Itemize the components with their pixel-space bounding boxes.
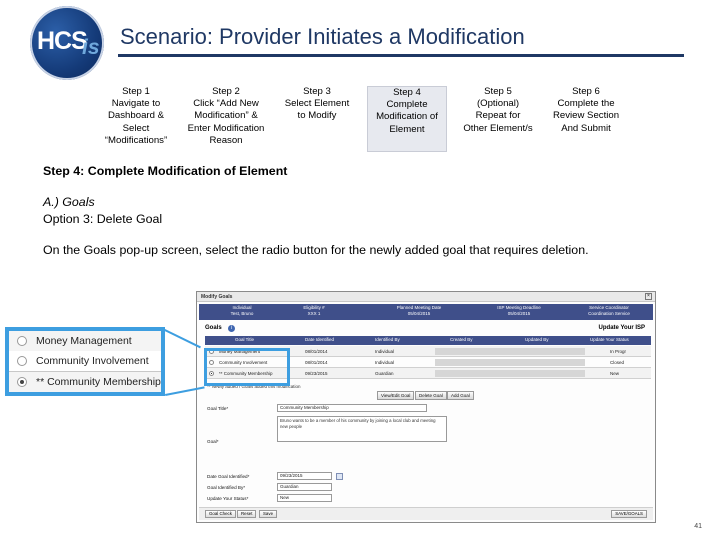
redacted-cell: [435, 359, 585, 366]
zoom-row: [9, 351, 161, 371]
status-select[interactable]: New: [277, 494, 332, 502]
step-2-label: Step 2: [212, 86, 240, 97]
date-identified-input[interactable]: 09/23/2015: [277, 472, 332, 480]
goal-label: Goal*: [207, 439, 219, 444]
info-value: Test, Bruno: [230, 311, 254, 316]
col-updated-by: Updated By: [525, 337, 549, 342]
info-icon[interactable]: i: [228, 325, 235, 332]
step-3-line: Select Element: [284, 98, 350, 110]
step-heading: Step 4: Complete Modification of Element: [43, 164, 288, 178]
update-isp-link[interactable]: Update Your ISP: [598, 325, 645, 331]
col-identified-by: Identified By: [375, 337, 400, 342]
step-6-line: Review Section: [552, 110, 620, 122]
reset-button[interactable]: Reset: [237, 510, 256, 518]
step-5-line: (Optional): [476, 98, 520, 110]
save-button[interactable]: Save: [259, 510, 277, 518]
info-value: Coordination Service: [588, 311, 630, 316]
date-cell: 08/01/2014: [305, 360, 328, 365]
step-5-line: Other Element/s: [463, 122, 533, 134]
newly-added-note: ** Newly added / Goals added this modification: [207, 384, 301, 389]
step-3: [276, 86, 358, 152]
step-1-line: Navigate to: [111, 98, 161, 110]
calendar-icon[interactable]: [336, 473, 343, 480]
identified-by-select[interactable]: Guardian: [277, 483, 332, 491]
goal-radio-button[interactable]: [17, 356, 27, 366]
goal-check-button[interactable]: Goal Check: [205, 510, 236, 518]
step-1-line: Select: [122, 122, 150, 134]
delete-goal-button[interactable]: Delete Goal: [415, 391, 447, 400]
step-6-label: Step 6: [572, 86, 600, 97]
step-4-line: Modification of: [376, 111, 438, 123]
goal-title-label: Goal Title*: [207, 406, 229, 411]
step-2-line: Enter Modification: [187, 122, 265, 134]
save-goals-button[interactable]: SAVE/GOALS: [611, 510, 647, 518]
info-service-coordinator: [569, 305, 649, 317]
window-title: Modify Goals: [197, 292, 655, 302]
step-3-line: to Modify: [297, 110, 337, 122]
title-divider: [118, 54, 684, 57]
identified-by-label: Goal Identified By*: [207, 485, 246, 490]
info-label: Service Coordinator: [589, 305, 629, 310]
identified-by-cell: Guardian: [375, 371, 394, 376]
zoom-goal-label: Money Management: [36, 335, 132, 347]
date-cell: 08/01/2014: [305, 349, 328, 354]
highlight-box: [204, 348, 290, 386]
close-icon[interactable]: ×: [645, 293, 652, 300]
info-individual: [207, 305, 277, 317]
goal-textarea[interactable]: Bruno wants to be a member of his community by joining a local club and meeting new people: [277, 416, 447, 442]
window-bottom-bar: [199, 507, 653, 520]
goal-title-cell: ** Community Membership: [219, 371, 273, 376]
step-1-line: Dashboard &: [108, 110, 164, 122]
info-label: ISP Meeting Deadline: [497, 305, 541, 310]
step-2: [183, 86, 269, 152]
step-2-line: Modification” &: [194, 110, 258, 122]
step-2-line: Click “Add New: [193, 98, 259, 110]
step-6-line: And Submit: [561, 122, 611, 134]
step-4-active: [367, 86, 447, 152]
page-number: 41: [694, 523, 702, 530]
step-6-line: Complete the: [557, 98, 615, 110]
info-value: XXX 1: [307, 311, 321, 316]
goals-subheading: A.) Goals: [43, 195, 95, 209]
col-status: Update Your Status: [590, 337, 629, 342]
info-eligibility: [279, 305, 349, 317]
status-cell: In Progr: [610, 349, 627, 354]
modify-goals-window: [196, 291, 656, 523]
status-label: Update Your Status*: [207, 496, 249, 501]
zoom-goal-label: Community Involvement: [36, 355, 149, 367]
info-label: Individual: [232, 305, 252, 310]
goal-title-input[interactable]: Community Membership: [277, 404, 427, 412]
step-3-label: Step 3: [303, 86, 331, 97]
step-5-line: Repeat for: [475, 110, 521, 122]
zoom-goal-label: ** Community Membership: [36, 376, 161, 388]
date-cell: 09/23/2015: [305, 371, 328, 376]
instruction-text: On the Goals pop-up screen, select the radio button for the newly added goal that requires deletion.: [43, 243, 589, 257]
status-cell: New: [610, 371, 620, 376]
slide-title: Scenario: Provider Initiates a Modification: [120, 24, 525, 49]
logo-text: HCS: [37, 27, 87, 55]
zoom-callout: [5, 327, 165, 396]
redacted-cell: [435, 348, 585, 355]
col-created-by: Created By: [450, 337, 473, 342]
step-4-label: Step 4: [393, 87, 421, 98]
goal-title-cell: Money Management: [219, 349, 261, 354]
individual-info-bar: [199, 304, 653, 320]
redacted-cell: [435, 370, 585, 377]
info-label: Planned Meeting Date: [396, 305, 442, 310]
step-1-label: Step 1: [122, 86, 150, 97]
add-goal-button[interactable]: Add Goal: [447, 391, 474, 400]
step-2-line: Reason: [209, 134, 243, 146]
step-1-line: “Modifications”: [104, 134, 168, 146]
step-5: [456, 86, 540, 152]
info-value: 05/04/2015: [407, 311, 431, 316]
col-goal-title: Goal Title: [235, 337, 255, 342]
goals-table-header: [205, 336, 651, 345]
goal-radio-button-selected[interactable]: [17, 377, 27, 387]
step-4-line: Element: [389, 123, 425, 135]
step-4-line: Complete: [386, 99, 428, 111]
col-date-identified: Date Identified: [305, 337, 335, 342]
info-label: Eligibility #: [303, 305, 325, 310]
zoom-row: [9, 372, 161, 392]
goals-heading: Goals: [205, 325, 222, 331]
logo-subtext: is: [82, 36, 100, 59]
identified-by-cell: Individual: [375, 360, 395, 365]
info-value: 05/04/2015: [507, 311, 531, 316]
zoom-row: [9, 331, 161, 351]
date-identified-label: Date Goal Identified*: [207, 474, 250, 479]
identified-by-cell: Individual: [375, 349, 395, 354]
view-edit-goal-button[interactable]: View/Edit Goal: [377, 391, 414, 400]
step-5-label: Step 5: [484, 86, 512, 97]
option-label: Option 3: Delete Goal: [43, 212, 163, 226]
step-1: [94, 86, 178, 152]
goal-title-cell: Community Involvement: [219, 360, 268, 365]
info-planned-meeting: [374, 305, 464, 317]
info-isp-deadline: [474, 305, 564, 317]
step-6: [546, 86, 626, 152]
goal-radio-button[interactable]: [17, 336, 27, 346]
status-cell: Closed: [610, 360, 625, 365]
